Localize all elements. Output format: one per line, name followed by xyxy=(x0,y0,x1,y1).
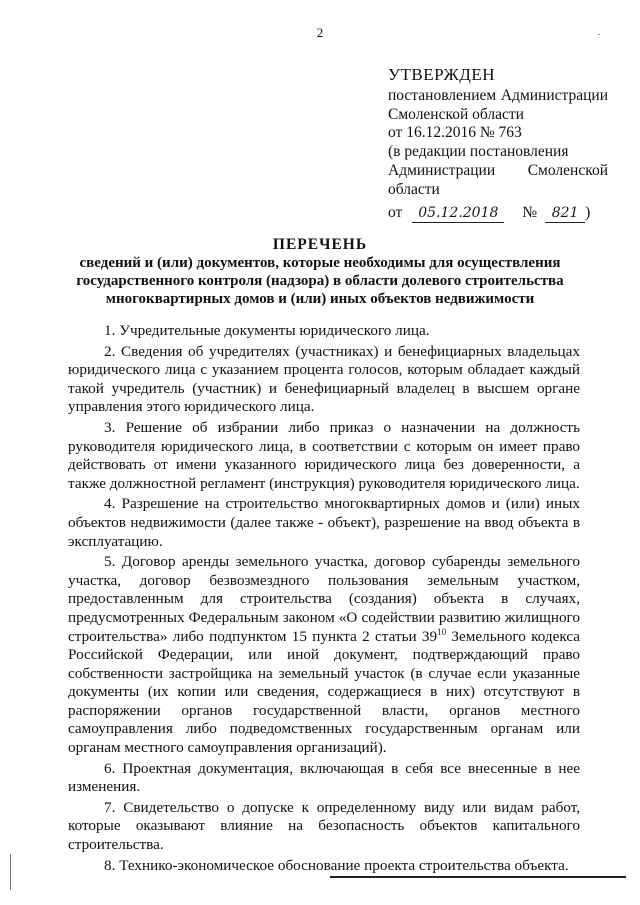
approval-line-4: (в редакции постановления xyxy=(388,143,569,161)
document-body xyxy=(68,322,580,877)
list-item: 4. Разрешение на строительство многоквартирных домов и (или) иных объектов недвижимости (далее также - объект), разрешение на ввод объекта в эксплуатацию. xyxy=(68,495,580,550)
list-item: 7. Свидетельство о допуске к определенному виду или видам работ, которые оказывают влияние на безопасность объектов капитального строительства. xyxy=(68,798,580,854)
approval-line-5: Администрации Смоленской xyxy=(388,161,608,179)
document-subtitle: сведений и (или) документов, которые необходимы для осуществления государственного контроля (надзора) в области долевого строительства многоквартирных домов и (или) иных объектов недвижимости xyxy=(76,255,564,307)
handwritten-date: 05.12.2018 xyxy=(412,204,504,224)
handwritten-number: 821 xyxy=(545,204,585,224)
item5-superscript: 10 xyxy=(437,626,447,637)
number-sign: № xyxy=(522,203,538,221)
approval-line-6: области xyxy=(388,180,440,198)
approval-line-2: Смоленской области xyxy=(388,105,524,123)
list-item: 1. Учредительные документы юридического лица. xyxy=(104,322,430,339)
page-number: 2 xyxy=(316,25,324,40)
item5-part2: Земельного кодекса Российской Федерации, или иной документ, подтверждающий право собственности застройщика на земельный участок (в случае если указанные документы (их копии или сведения, содержащиеся в них) отсутствуют в распоряжении органов государственной власти, органов местного самоуправления либо подведомственных государственным органам или органам местного самоуправления организаций). xyxy=(68,627,580,757)
approval-line-1: постановлением Администрации xyxy=(388,86,608,104)
approval-date-line xyxy=(388,204,608,224)
list-item: 2. Сведения об учредителях (участниках) и бенефициарных владельцах юридического лица с указанием процента голосов, которым обладает каждый такой учредитель (участник) и бенефициарный владелец в высшем органе управления этого юридического лица. xyxy=(68,342,580,416)
document-title: ПЕРЕЧЕНЬ xyxy=(272,236,368,253)
list-item: 3. Решение об избрании либо приказ о назначении на должность руководителя юридического лица, в соответствии с которым он имеет право действовать от имени указанного юридического лица без доверенности, а также должностной регламент (инструкция) руководителя юридического лица. xyxy=(68,418,580,492)
closing-parenthesis: ) xyxy=(585,203,591,221)
item5-part1: 5. Договор аренды земельного участка, договор субаренды земельного участка, договор безвозмездного пользования земельным участком, предоставленным для строительства (создания) объекта в случаях, предусмотренных Федеральным законом «О содействии развитию жилищного строительства» либо подпунктом 15 пункта 2 статьи 39 xyxy=(68,553,580,645)
approval-heading: УТВЕРЖДЕН xyxy=(388,65,495,84)
approval-line-3: от 16.12.2016 № 763 xyxy=(388,124,522,142)
scan-artifact-dot xyxy=(598,34,600,35)
approval-ot-label: от xyxy=(388,203,403,221)
list-item: 6. Проектная документация, включающая в себя все внесенные в нее изменения. xyxy=(68,759,580,796)
approval-stamp-block xyxy=(388,66,608,223)
list-item: 8. Технико-экономическое обоснование проекта строительства объекта. xyxy=(104,856,569,874)
list-item xyxy=(68,553,580,758)
bottom-rule xyxy=(330,876,626,878)
scan-artifact-mark xyxy=(10,854,11,890)
